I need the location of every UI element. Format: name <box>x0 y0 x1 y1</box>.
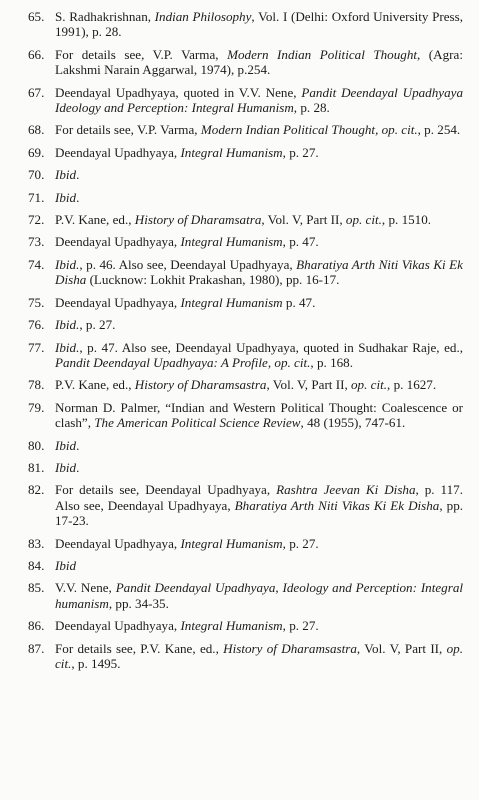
footnote-text <box>55 190 463 205</box>
footnote-text-segment: P.V. Kane, ed., <box>55 212 135 228</box>
footnote-item <box>28 641 463 672</box>
footnote-number: 87. <box>28 640 45 656</box>
footnote-item <box>28 47 463 78</box>
footnote-italic-segment: Ibid <box>55 437 77 453</box>
footnote-number: 84. <box>28 557 45 573</box>
footnote-item <box>28 317 463 332</box>
footnote-text-segment: . <box>76 167 80 183</box>
footnote-text-segment: p. 47. <box>282 294 316 310</box>
footnote-item <box>28 257 463 288</box>
footnote-number: 70. <box>28 167 45 183</box>
footnote-italic-segment: Ibid. <box>55 317 80 333</box>
footnote-item <box>28 85 463 116</box>
footnote-item <box>28 438 463 453</box>
footnote-number: 76. <box>28 317 45 333</box>
footnote-italic-segment: The American Political Science Review <box>94 415 301 431</box>
footnote-text <box>55 212 463 227</box>
footnote-item <box>28 460 463 475</box>
footnote-text-segment: For details see, V.P. Varma, <box>55 122 201 138</box>
footnote-item <box>28 558 463 573</box>
footnote-text <box>55 580 463 611</box>
footnote-text-segment: . <box>76 189 80 205</box>
footnote-text-segment: Deendayal Upadhyaya, quoted in V.V. Nene, <box>55 84 302 100</box>
footnote-text-segment: , p. 27. <box>79 317 116 333</box>
footnote-number: 66. <box>28 46 45 62</box>
footnote-text-segment: , p. 27. <box>282 144 319 160</box>
footnote-text <box>55 257 463 288</box>
footnote-italic-segment: Bharatiya Arth Niti Vikas Ki Ek Disha <box>55 256 463 288</box>
footnote-italic-segment: op. cit. <box>55 640 463 671</box>
footnote-text <box>55 558 463 573</box>
footnote-item <box>28 295 463 310</box>
footnote-number: 81. <box>28 459 45 475</box>
footnote-number: 77. <box>28 339 45 355</box>
footnote-italic-segment: Modern Indian Political Thought <box>227 46 417 62</box>
footnote-item <box>28 122 463 137</box>
footnote-text-segment: For details see, V.P. Varma, <box>55 46 228 62</box>
footnote-italic-segment: op. cit. <box>345 212 382 228</box>
footnote-italic-segment: Ibid <box>55 557 77 573</box>
footnote-item <box>28 482 463 528</box>
footnote-item <box>28 536 463 551</box>
footnote-number: 65. <box>28 9 45 24</box>
footnote-text <box>55 85 463 116</box>
footnote-text-segment: S. Radhakrishnan, <box>55 9 155 24</box>
footnote-number: 82. <box>28 482 45 498</box>
footnote-item <box>28 167 463 182</box>
footnote-text <box>55 482 463 528</box>
footnote-number: 85. <box>28 580 45 596</box>
footnote-text <box>55 145 463 160</box>
footnote-number: 72. <box>28 212 45 228</box>
footnote-italic-segment: Pandit Deendayal Upadhyaya: A Profile <box>55 354 268 370</box>
footnote-text <box>55 460 463 475</box>
footnote-number: 75. <box>28 294 45 310</box>
footnote-text-segment: , p. 254. <box>417 122 461 138</box>
footnote-item <box>28 234 463 249</box>
footnote-text <box>55 9 463 40</box>
footnote-italic-segment: Indian Philosophy <box>154 9 252 24</box>
footnote-italic-segment: Rashtra Jeevan Ki Disha <box>276 482 416 498</box>
footnote-text-segment: , p. 1510. <box>381 212 432 228</box>
footnote-text <box>55 618 463 633</box>
footnote-item <box>28 145 463 160</box>
footnote-item <box>28 618 463 633</box>
footnote-number: 71. <box>28 189 45 205</box>
footnote-text-segment: , p. 1627. <box>387 377 437 393</box>
footnote-text-segment: Deendayal Upadhyaya, <box>55 234 181 250</box>
footnote-text-segment: Deendayal Upadhyaya, <box>55 618 181 634</box>
footnote-italic-segment: Ibid <box>55 189 77 205</box>
footnote-text <box>55 340 463 371</box>
footnote-text <box>55 167 463 182</box>
footnote-italic-segment: Modern Indian Political Thought, op. cit. <box>200 122 418 138</box>
footnote-item <box>28 190 463 205</box>
footnote-text-segment: , pp. 17-23. <box>55 497 464 529</box>
footnote-italic-segment: Ibid. <box>55 339 80 355</box>
footnote-text-segment: , p. 28. <box>293 100 330 116</box>
footnote-italic-segment: op. cit. <box>274 354 311 370</box>
footnote-text-segment: For details see, P.V. Kane, ed., <box>55 640 224 656</box>
footnote-item <box>28 580 463 611</box>
footnote-text-segment: , p. 27. <box>282 618 319 634</box>
footnote-number: 69. <box>28 144 45 160</box>
footnote-text <box>55 122 463 137</box>
footnote-item <box>28 400 463 431</box>
footnote-italic-segment: History of Dharamsatra <box>134 212 262 228</box>
footnote-italic-segment: History of Dharamsastra <box>134 377 267 393</box>
footnote-text <box>55 438 463 453</box>
footnote-text-segment: , p. 168. <box>310 354 353 370</box>
footnote-text <box>55 377 463 392</box>
footnote-text-segment: For details see, Deendayal Upadhyaya, <box>55 482 277 498</box>
footnote-italic-segment: Integral Humanism <box>180 294 283 310</box>
footnote-italic-segment: Integral Humanism <box>180 144 283 160</box>
footnote-text-segment: , p. 47. <box>282 234 319 250</box>
footnote-italic-segment: Ibid. <box>55 256 80 272</box>
footnote-text-segment: Deendayal Upadhyaya, <box>55 535 181 551</box>
footnote-text-segment: Deendayal Upadhyaya, <box>55 144 181 160</box>
footnote-text-segment: , p. 47. Also see, Deendayal Upadhyaya, quoted in Sudhakar Raje, ed., <box>79 339 463 355</box>
footnote-number: 80. <box>28 437 45 453</box>
footnote-text-segment: , Vol. V, Part II, <box>356 640 447 656</box>
footnote-number: 78. <box>28 377 45 393</box>
footnote-text <box>55 317 463 332</box>
footnote-text <box>55 47 463 78</box>
footnote-item <box>28 377 463 392</box>
footnote-text-segment: , pp. 34-35. <box>108 595 169 611</box>
footnote-text-segment: , Vol. I (Delhi: Oxford University Press, 1991), p. 28. <box>55 9 464 40</box>
footnote-number: 68. <box>28 122 45 138</box>
footnote-italic-segment: History of Dharamsastra <box>223 640 357 656</box>
footnote-italic-segment: Integral Humanism <box>180 535 283 551</box>
footnote-italic-segment: Integral Humanism <box>180 618 283 634</box>
footnote-number: 86. <box>28 618 45 634</box>
footnote-text-segment: Deendayal Upadhyaya, <box>55 294 181 310</box>
footnote-italic-segment: Pandit Deendayal Upadhyaya Ideology and Perception: Integral Humanism <box>55 84 463 116</box>
footnote-italic-segment: Bharatiya Arth Niti Vikas Ki Ek Disha <box>234 497 440 513</box>
footnote-number: 79. <box>28 399 45 415</box>
footnote-text-segment: . <box>76 437 80 453</box>
footnote-text-segment: , Vol. V, Part II, <box>266 377 351 393</box>
footnotes-list <box>28 9 463 671</box>
footnote-text <box>55 295 463 310</box>
footnote-text-segment: , p. 1495. <box>71 656 121 671</box>
footnote-italic-segment: op. cit. <box>351 377 388 393</box>
footnote-text <box>55 536 463 551</box>
footnote-text-segment: , p. 46. Also see, Deendayal Upadhyaya, <box>79 256 297 272</box>
footnote-italic-segment: Pandit Deendayal Upadhyaya, Ideology and Perception: Integral humanism <box>55 580 464 611</box>
footnote-text-segment: , 48 (1955), 747-61. <box>300 415 406 431</box>
footnote-text-segment: P.V. Kane, ed., <box>55 377 135 393</box>
footnote-number: 83. <box>28 535 45 551</box>
footnote-text <box>55 641 463 672</box>
footnote-italic-segment: Integral Humanism <box>180 234 283 250</box>
footnote-text-segment: , Vol. V, Part II, <box>261 212 346 228</box>
footnote-item <box>28 9 463 40</box>
footnote-number: 74. <box>28 256 45 272</box>
footnote-text-segment: . <box>76 459 80 475</box>
footnote-text-segment: , (Agra: Lakshmi Narain Aggarwal, 1974), p.254. <box>55 46 463 78</box>
footnote-italic-segment: Ibid <box>55 167 77 183</box>
footnote-number: 73. <box>28 234 45 250</box>
footnote-text-segment: , <box>267 354 275 370</box>
footnote-item <box>28 340 463 371</box>
footnote-italic-segment: Ibid <box>55 459 77 475</box>
footnote-number: 67. <box>28 84 45 100</box>
footnote-text-segment: Norman D. Palmer, “Indian and Western Political Thought: Coalescence or clash”, <box>55 399 463 431</box>
footnote-text-segment: , p. 117. Also see, Deendayal Upadhyaya, <box>55 482 463 513</box>
footnote-text <box>55 234 463 249</box>
footnote-item <box>28 212 463 227</box>
footnote-text <box>55 400 463 431</box>
footnote-text-segment: V.V. Nene, <box>55 580 116 596</box>
footnote-text-segment: (Lucknow: Lokhit Prakashan, 1980), pp. 16-17. <box>86 272 340 288</box>
footnote-text-segment: , p. 27. <box>282 535 319 551</box>
